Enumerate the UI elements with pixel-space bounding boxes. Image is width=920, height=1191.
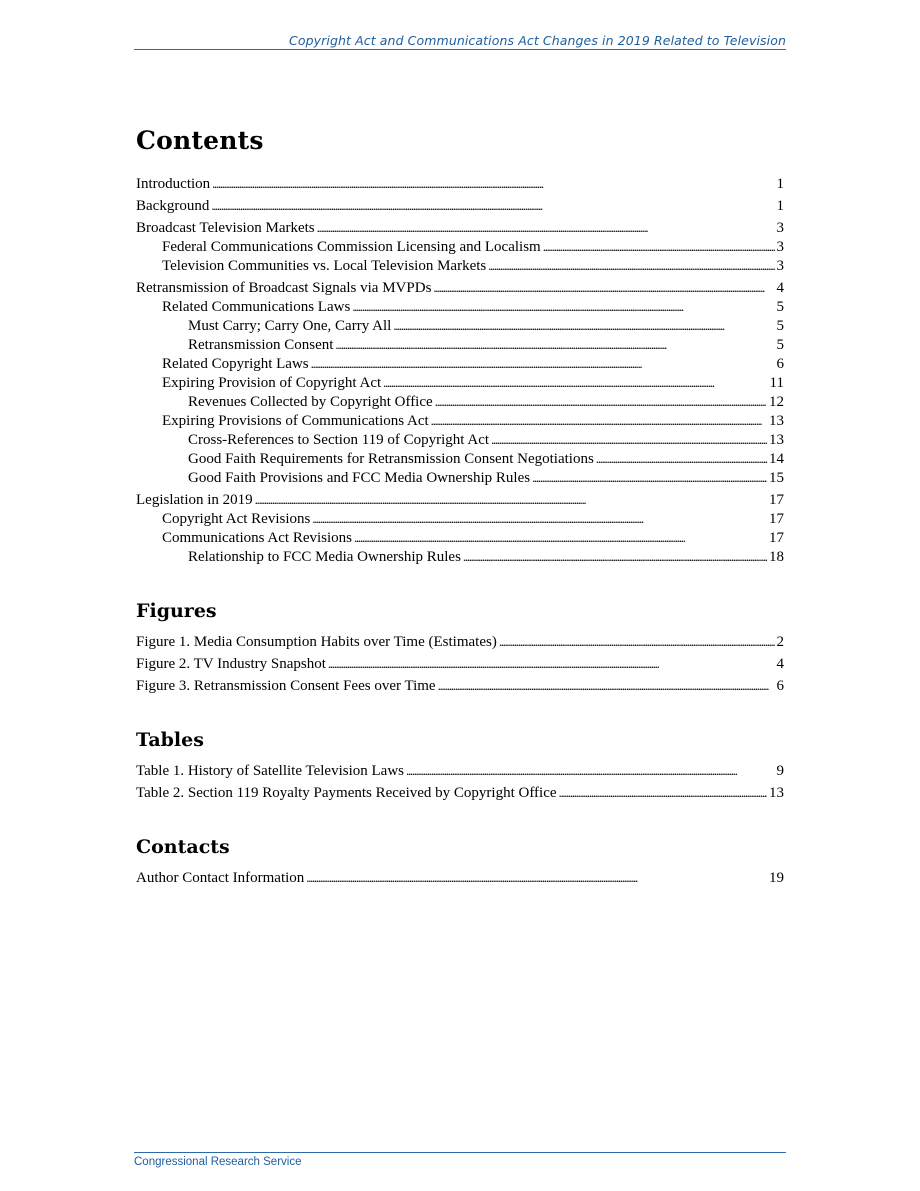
- dot-leader: [328, 655, 775, 673]
- toc-entry[interactable]: [136, 762, 784, 780]
- toc-entry[interactable]: [136, 450, 784, 468]
- contents-list: [136, 175, 784, 566]
- contacts-list: [136, 869, 784, 887]
- toc-entry[interactable]: [136, 257, 784, 275]
- dot-leader: [212, 175, 774, 193]
- tables-section: [136, 729, 784, 802]
- toc-entry-page: 5: [776, 318, 784, 334]
- toc-entry-title: Table 2. Section 119 Royalty Payments Received by Copyright Office: [136, 785, 557, 801]
- toc-entry-page: 1: [776, 198, 784, 214]
- toc-entry-page: 13: [769, 785, 784, 801]
- dot-leader: [311, 355, 775, 373]
- toc-entry[interactable]: [136, 374, 784, 392]
- dot-leader: [317, 219, 775, 237]
- figures-section: [136, 600, 784, 695]
- dot-leader: [383, 374, 767, 392]
- toc-entry-page: 17: [769, 530, 784, 546]
- toc-entry-page: 19: [769, 870, 784, 886]
- dot-leader: [354, 529, 767, 547]
- toc-entry[interactable]: [136, 677, 784, 695]
- toc-entry-page: 15: [769, 470, 784, 486]
- dot-leader: [306, 869, 767, 887]
- toc-entry[interactable]: [136, 784, 784, 802]
- dot-leader: [488, 257, 774, 275]
- dot-leader: [335, 336, 774, 354]
- toc-entry-page: 17: [769, 511, 784, 527]
- dot-leader: [433, 279, 774, 297]
- toc-entry[interactable]: [136, 175, 784, 193]
- toc-entry-page: 13: [769, 432, 784, 448]
- toc-entry-title: Figure 2. TV Industry Snapshot: [136, 656, 326, 672]
- toc-entry-title: Legislation in 2019: [136, 492, 253, 508]
- dot-leader: [211, 197, 774, 215]
- toc-entry[interactable]: [136, 336, 784, 354]
- toc-entry-title: Revenues Collected by Copyright Office: [188, 394, 433, 410]
- running-header: Copyright Act and Communications Act Changes in 2019 Related to Television: [134, 33, 786, 50]
- page-footer: Congressional Research Service: [134, 1152, 786, 1168]
- figures-heading: Figures: [136, 600, 217, 622]
- contacts-heading: Contacts: [136, 836, 230, 858]
- dot-leader: [463, 548, 767, 566]
- toc-entry-page: 6: [776, 678, 784, 694]
- toc-entry-title: Background: [136, 198, 210, 214]
- dot-leader: [491, 431, 767, 449]
- toc-entry[interactable]: [136, 548, 784, 566]
- toc-entry-title: Cross-References to Section 119 of Copyright Act: [188, 432, 490, 448]
- toc-entry-title: Introduction: [136, 176, 211, 192]
- dot-leader: [435, 393, 767, 411]
- contacts-section: [136, 836, 784, 887]
- toc-entry[interactable]: [136, 219, 784, 237]
- toc-entry-page: 12: [769, 394, 784, 410]
- toc-entry[interactable]: [136, 197, 784, 215]
- dot-leader: [255, 491, 767, 509]
- toc-entry-page: 9: [776, 763, 784, 779]
- toc-entry-title: Expiring Provisions of Communications Act: [162, 413, 429, 429]
- toc-entry-title: Relationship to FCC Media Ownership Rules: [188, 549, 461, 565]
- toc-entry-page: 18: [769, 549, 784, 565]
- table-of-contents: [136, 126, 784, 887]
- toc-entry-title: Federal Communications Commission Licensing and Localism: [162, 239, 541, 255]
- figures-list: [136, 633, 784, 695]
- toc-entry-page: 6: [776, 356, 784, 372]
- toc-entry[interactable]: [136, 655, 784, 673]
- toc-entry-title: Retransmission of Broadcast Signals via MVPDs: [136, 280, 432, 296]
- toc-entry-title: Broadcast Television Markets: [136, 220, 315, 236]
- toc-entry-page: 3: [776, 239, 784, 255]
- toc-entry-page: 4: [776, 656, 784, 672]
- toc-entry-title: Expiring Provision of Copyright Act: [162, 375, 382, 391]
- contents-heading: Contents: [136, 126, 264, 155]
- tables-heading: Tables: [136, 729, 204, 751]
- toc-entry-page: 3: [776, 220, 784, 236]
- toc-entry[interactable]: [136, 431, 784, 449]
- dot-leader: [431, 412, 767, 430]
- toc-entry-title: Good Faith Provisions and FCC Media Ownership Rules: [188, 470, 531, 486]
- toc-entry-title: Author Contact Information: [136, 870, 305, 886]
- toc-entry[interactable]: [136, 317, 784, 335]
- tables-list: [136, 762, 784, 802]
- toc-entry[interactable]: [136, 869, 784, 887]
- toc-entry-title: Good Faith Requirements for Retransmission Consent Negotiations: [188, 451, 594, 467]
- dot-leader: [312, 510, 767, 528]
- toc-entry-title: Television Communities vs. Local Television Markets: [162, 258, 487, 274]
- dot-leader: [352, 298, 774, 316]
- toc-entry-title: Related Communications Laws: [162, 299, 351, 315]
- toc-entry[interactable]: [136, 412, 784, 430]
- toc-entry-title: Retransmission Consent: [188, 337, 334, 353]
- toc-entry-page: 17: [769, 492, 784, 508]
- toc-entry[interactable]: [136, 510, 784, 528]
- toc-entry-title: Related Copyright Laws: [162, 356, 309, 372]
- toc-entry-page: 14: [769, 451, 784, 467]
- toc-entry-page: 11: [769, 375, 784, 391]
- toc-entry-page: 4: [776, 280, 784, 296]
- toc-entry-page: 5: [776, 299, 784, 315]
- toc-entry[interactable]: [136, 393, 784, 411]
- dot-leader: [543, 238, 775, 256]
- toc-entry-title: Figure 1. Media Consumption Habits over Time (Estimates): [136, 634, 497, 650]
- dot-leader: [559, 784, 767, 802]
- toc-entry[interactable]: [136, 279, 784, 297]
- toc-entry-page: 5: [776, 337, 784, 353]
- toc-entry-page: 3: [776, 258, 784, 274]
- toc-entry[interactable]: [136, 529, 784, 547]
- dot-leader: [499, 633, 775, 651]
- toc-entry[interactable]: [136, 491, 784, 509]
- toc-entry[interactable]: [136, 469, 784, 487]
- toc-entry[interactable]: [136, 238, 784, 256]
- dot-leader: [596, 450, 767, 468]
- toc-entry[interactable]: [136, 298, 784, 316]
- toc-entry-title: Table 1. History of Satellite Television Laws: [136, 763, 404, 779]
- dot-leader: [438, 677, 775, 695]
- toc-entry[interactable]: [136, 355, 784, 373]
- toc-entry-page: 2: [776, 634, 784, 650]
- toc-entry-page: 13: [769, 413, 784, 429]
- toc-entry[interactable]: [136, 633, 784, 651]
- dot-leader: [393, 317, 774, 335]
- dot-leader: [532, 469, 767, 487]
- toc-entry-title: Figure 3. Retransmission Consent Fees over Time: [136, 678, 436, 694]
- toc-entry-page: 1: [776, 176, 784, 192]
- toc-entry-title: Copyright Act Revisions: [162, 511, 311, 527]
- toc-entry-title: Communications Act Revisions: [162, 530, 352, 546]
- toc-entry-title: Must Carry; Carry One, Carry All: [188, 318, 392, 334]
- dot-leader: [406, 762, 775, 780]
